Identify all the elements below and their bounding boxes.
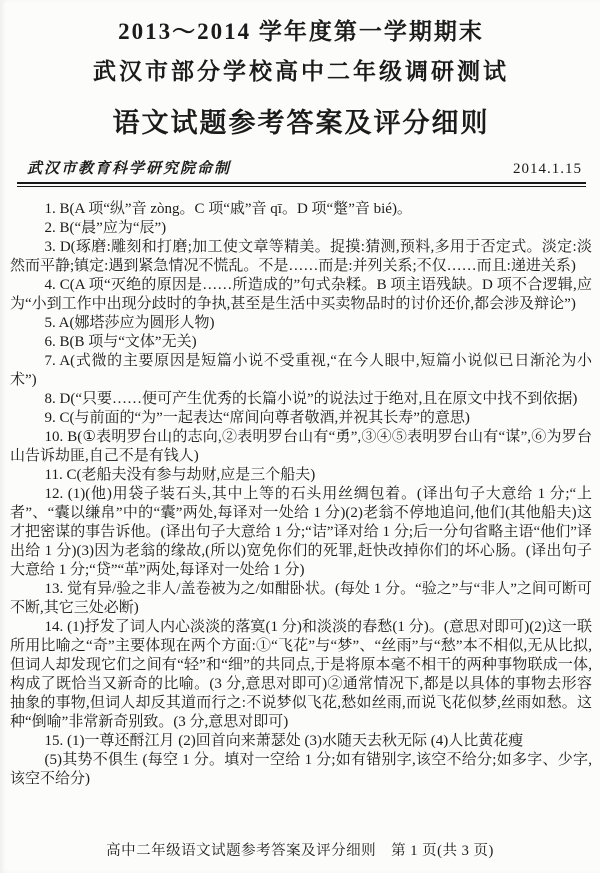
answer-item-15: 15. (1)一尊还酹江月 (2)回首向来萧瑟处 (3)水随天去秋无际 (4)人比黄花瘦 (44, 733, 524, 749)
answer-item-14: 14. (1)抒发了词人内心淡淡的落寞(1 分)和淡淡的春愁(1 分)。(意思对即可)(2)这一联所用比喻之“奇”主要体现在两个方面:①“飞花”与“梦”、“丝雨”与“愁”本不相似,无从比拟,但词人却发现它们之间有“轻”和“细”的共同点,于是将原本毫不相干的两种事物联成一体,构成了既恰当又新奇的比喻。(3 分,意思对即可)②通常情况下,都是以具体的事物去形容抽象的事物,但词人却反其道而行之:不说梦似飞花,愁如丝雨,而说飞花似梦,丝雨如愁。这种“倒喻”非常新奇别致。(3 分,意思对即可) (10, 619, 592, 730)
answer-item-4: 4. C(A 项“灭绝的原因是……所造成的”句式杂糅。B 项主语残缺。D 项不合逻辑,应为“小到工作中出现分歧时的争执,甚至是生活中买卖物品时的讨价还价,都会涉及辩论”) (10, 277, 592, 312)
answer-item-9: 9. C(与前面的“为”一起表达“席间向尊者敬酒,并祝其长寿”的意思) (44, 410, 470, 426)
answer-item-12: 12. (1)(他)用袋子装石头,其中上等的石头用丝绸包着。(译出句子大意给 1 分;“上者”、“囊以缣帛”中的“囊”两处,每译对一处给 1 分)(2)老翁不停地追问,他们(其他船夫)这才把密谋的事告诉他。(译出句子大意给 1 分;“诘”译对给 1 分;后一分句省略主语“他们”译出给 1 分)(3)因为老翁的缘故,(所以)宽免你们的死罪,赶快改掉你们的坏心肠。(译出句子大意给 1 分;“贷”“革”两处,每译对一处给 1 分) (10, 486, 592, 578)
answer-item-15-continued: (5)其势不俱生 (每空 1 分。填对一空给 1 分;如有错别字,该空不给分;如多字、少字,该空不给分) (10, 752, 592, 787)
answer-item-7: 7. A(式微的主要原因是短篇小说不受重视,“在今人眼中,短篇小说似已日渐沦为小术”) (10, 353, 592, 388)
answer-item-10: 10. B(①表明罗台山的志向,②表明罗台山有“勇”,③④⑤表明罗台山有“谋”,⑥为罗台山告诉劫匪,自己不是有钱人) (10, 429, 592, 464)
exam-name-title: 武汉市部分学校高中二年级调研测试 (93, 59, 509, 84)
answer-item-5: 5. A(娜塔莎应为圆形人物) (44, 315, 215, 331)
answer-item-1: 1. B(A 项“纵”音 zòng。C 项“戚”音 qī。D 项“蹩”音 bié)。 (44, 201, 412, 217)
page-footer: 高中二年级语文试题参考答案及评分细则 第 1 页(共 3 页) (106, 843, 494, 859)
exam-session-title: 2013～2014 学年度第一学期期末 (118, 19, 484, 44)
header-meta-row (27, 157, 582, 178)
issuer-label: 武汉市教育科学研究院命制 (27, 161, 232, 177)
document-header (10, 13, 592, 187)
answer-item-13: 13. 觉有异/验之非人/盖卷被为之/如酣卧状。(每处 1 分。“验之”与“非人”之间可断可不断,其它三处必断) (10, 581, 592, 616)
answer-item-3: 3. D(琢磨:雕刻和打磨;加工使文章等精美。捉摸:猜测,预料,多用于否定式。淡定:淡然而平静;镇定:遇到紧急情况不慌乱。不是……而是:并列关系;不仅……而且:递进关系) (10, 239, 592, 274)
answer-item-11: 11. C(老船夫没有参与劫财,应是三个船夫) (44, 467, 316, 483)
header-divider (17, 182, 586, 187)
issue-date: 2014.1.15 (513, 161, 582, 177)
document-title: 语文试题参考答案及评分细则 (112, 108, 490, 138)
answer-item-6: 6. B(B 项与“文体”无关) (44, 334, 197, 350)
answer-item-8: 8. D(“只要……便可产生优秀的长篇小说”的说法过于绝对,且在原文中找不到依据) (44, 391, 578, 407)
answers-body (10, 200, 592, 789)
answer-item-2: 2. B(“晨”应为“辰”) (44, 220, 167, 236)
